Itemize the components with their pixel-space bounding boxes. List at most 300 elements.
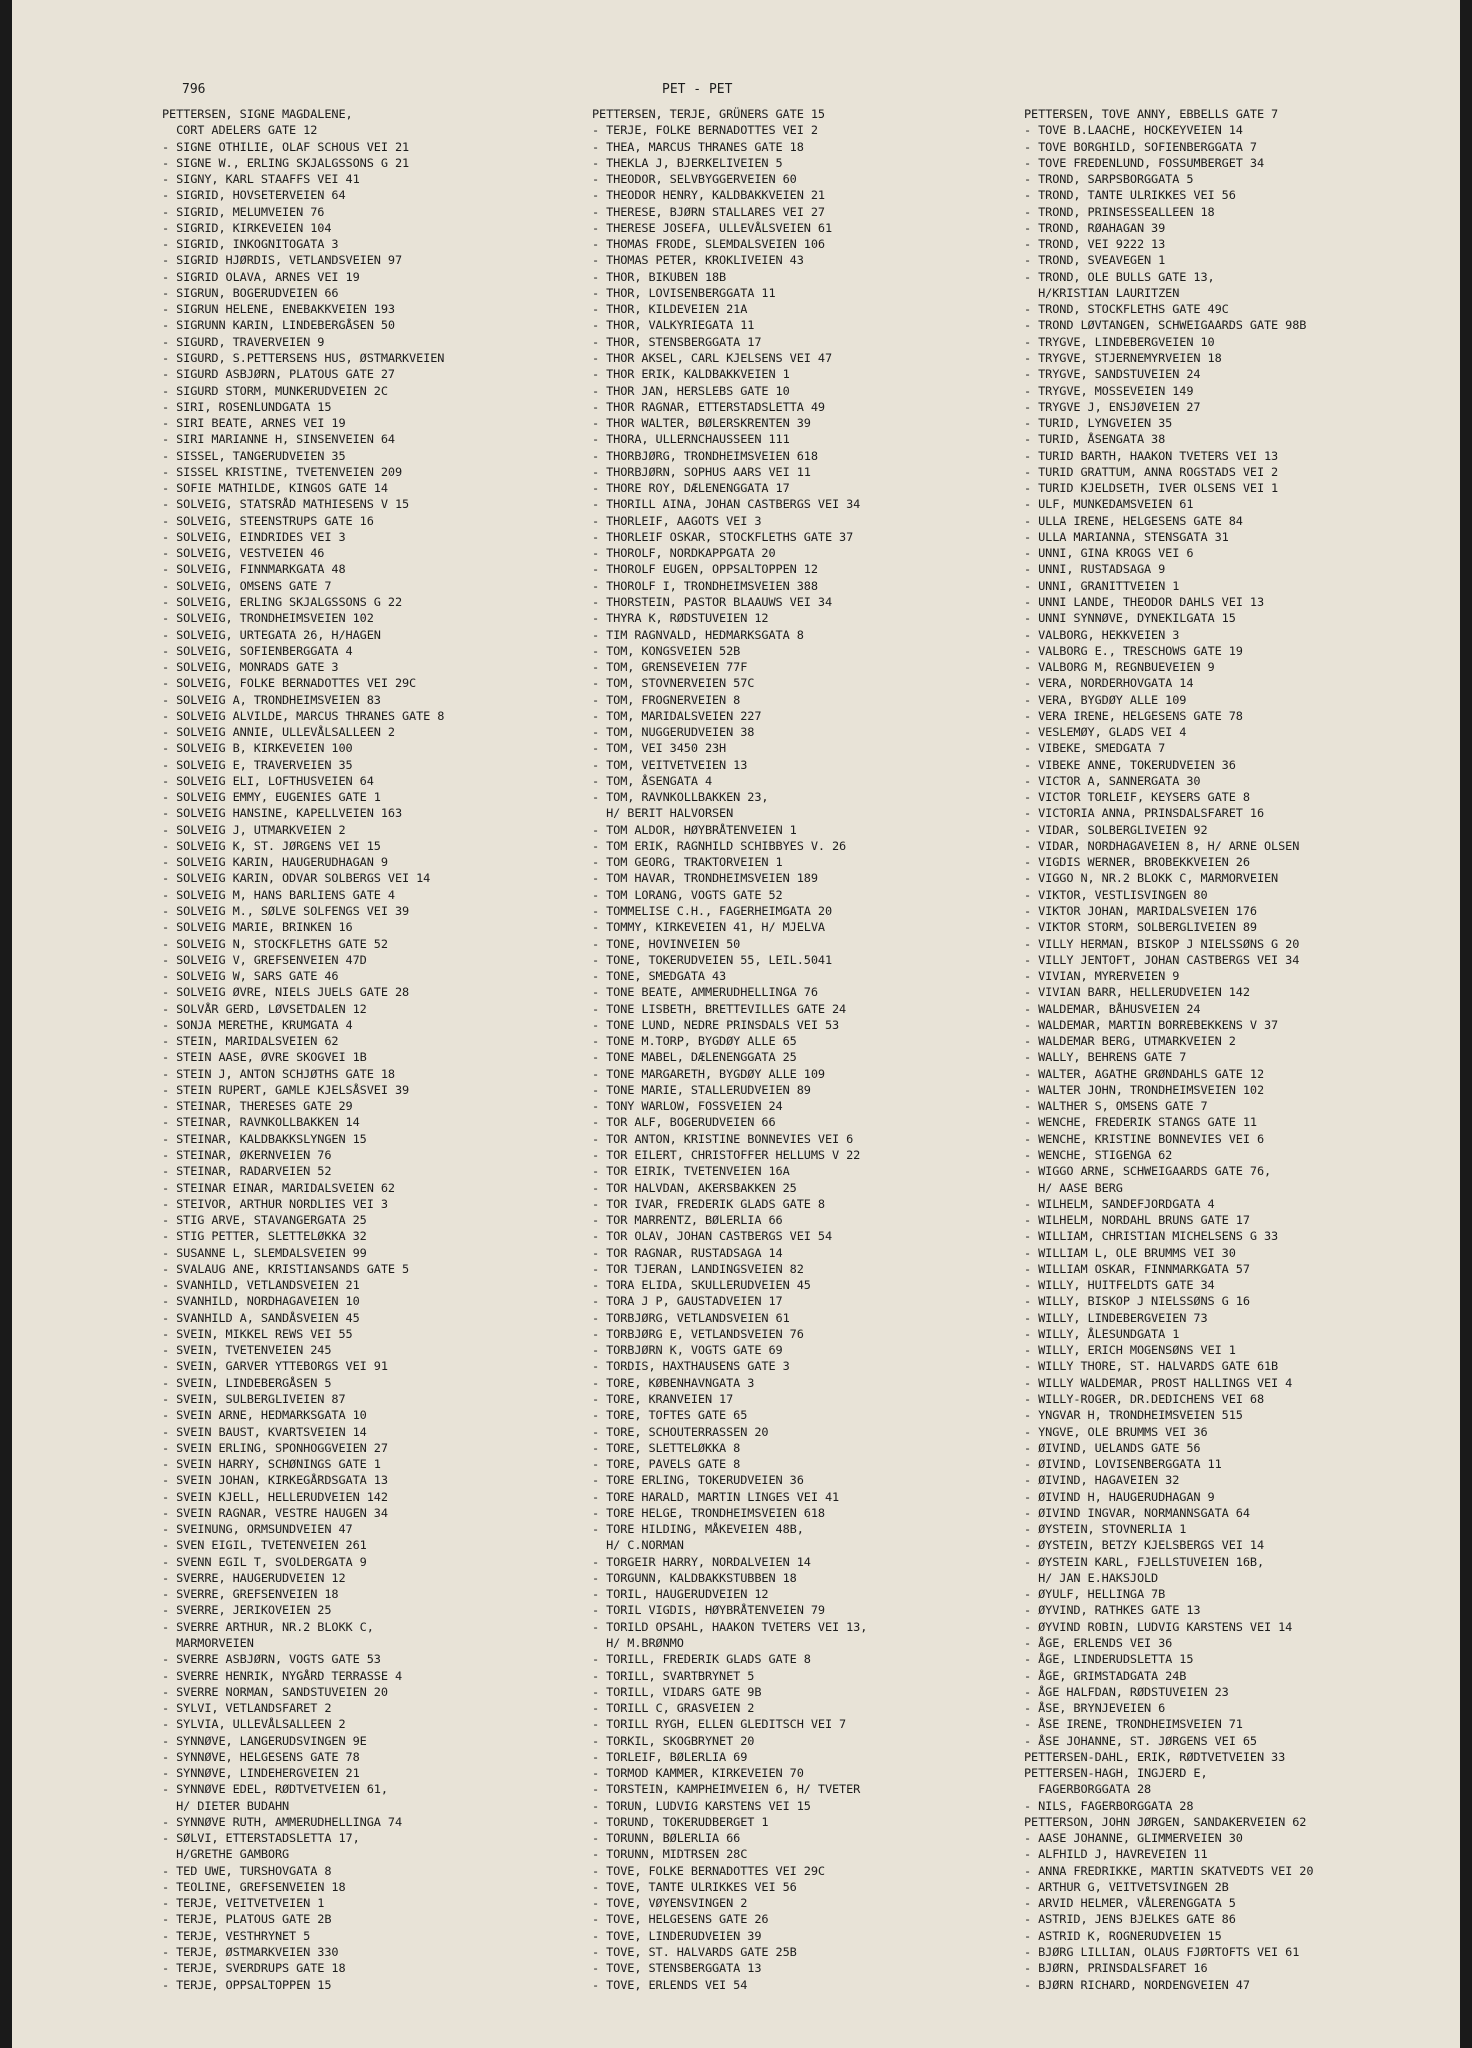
- directory-entry: - STEINAR, RADARVEIEN 52: [162, 1164, 332, 1179]
- directory-entry: - SOLVEIG N, STOCKFLETHS GATE 52: [162, 936, 388, 951]
- directory-entry: - ARTHUR G, VEITVETSVINGEN 2B: [1024, 1879, 1229, 1894]
- directory-entry: - SIGURD ASBJØRN, PLATOUS GATE 27: [162, 367, 395, 382]
- directory-entry: - THOR AKSEL, CARL KJELSENS VEI 47: [592, 350, 832, 365]
- directory-entry: - TORE HELGE, TRONDHEIMSVEIEN 618: [592, 1505, 825, 1520]
- directory-entry: - SOLVEIG, FINNMARKGATA 48: [162, 562, 346, 577]
- directory-entry: - THERESE, BJØRN STALLARES VEI 27: [592, 204, 825, 219]
- directory-entry: - ÅGE, ERLENDS VEI 36: [1024, 1635, 1173, 1650]
- directory-entry: - TORUND, TOKERUDBERGET 1: [592, 1814, 769, 1829]
- directory-entry: - THOROLF I, TRONDHEIMSVEIEN 388: [592, 578, 818, 593]
- directory-entry: - SIRI, ROSENLUNDGATA 15: [162, 399, 332, 414]
- directory-entry: - SVEIN, MIKKEL REWS VEI 55: [162, 1326, 353, 1341]
- directory-entry: - STEINAR, ØKERNVEIEN 76: [162, 1148, 332, 1162]
- directory-entry: - VICTOR A, SANNERGATA 30: [1024, 773, 1201, 788]
- directory-entry: - SOLVEIG KARIN, ODVAR SOLBERGS VEI 14: [162, 871, 431, 886]
- directory-entry: - VALBORG E., TRESCHOWS GATE 19: [1024, 643, 1243, 658]
- directory-entry: - SVEN EIGIL, TVETENVEIEN 261: [162, 1538, 367, 1553]
- directory-entry: - SIGRID, MELUMVEIEN 76: [162, 204, 325, 219]
- directory-entry: H/ DIETER BUDAHN: [162, 1798, 290, 1813]
- directory-entry: - SØLVI, ETTERSTADSLETTA 17,: [162, 1831, 360, 1846]
- directory-entry: - WALDEMAR, MARTIN BORREBEKKENS V 37: [1024, 1017, 1279, 1032]
- directory-entry: - SVERRE ARTHUR, NR.2 BLOKK C,: [162, 1619, 374, 1634]
- directory-entry: - TROND LØVTANGEN, SCHWEIGAARDS GATE 98B: [1024, 318, 1307, 333]
- directory-entry: - ØIVIND, LOVISENBERGGATA 11: [1024, 1457, 1222, 1472]
- directory-entry: - SOLVEIG, STEENSTRUPS GATE 16: [162, 513, 374, 528]
- directory-entry: PETTERSEN, SIGNE MAGDALENE,: [162, 107, 353, 121]
- directory-entry: - SIGRUN HELENE, ENEBAKKVEIEN 193: [162, 302, 395, 317]
- directory-entry: - SIGRID, INKOGNITOGATA 3: [162, 237, 339, 252]
- directory-entry: - SVEIN KJELL, HELLERUDVEIEN 142: [162, 1489, 388, 1504]
- directory-entry: - SOLVEIG B, KIRKEVEIEN 100: [162, 741, 353, 756]
- directory-entry: - STEIN, MARIDALSVEIEN 62: [162, 1034, 339, 1049]
- directory-entry: - TOM, FROGNERVEIEN 8: [592, 692, 741, 707]
- directory-entry: - TORUNN, BØLERLIA 66: [592, 1831, 741, 1846]
- directory-entry: - TORGEIR HARRY, NORDALVEIEN 14: [592, 1554, 811, 1569]
- directory-entry: - BJØRG LILLIAN, OLAUS FJØRTOFTS VEI 61: [1024, 1945, 1300, 1960]
- directory-page: [12, 0, 1460, 2048]
- directory-entry: - TURID BARTH, HAAKON TVETERS VEI 13: [1024, 448, 1279, 463]
- directory-entry: - ØYSTEIN, BETZY KJELSBERGS VEI 14: [1024, 1538, 1264, 1553]
- directory-entry: - TOM ALDOR, HØYBRÅTENVEIEN 1: [592, 822, 797, 837]
- directory-entry: - SVEINUNG, ORMSUNDVEIEN 47: [162, 1522, 353, 1537]
- directory-entry: - VILLY JENTOFT, JOHAN CASTBERGS VEI 34: [1024, 952, 1300, 967]
- directory-entry: - TORBJØRG, VETLANDSVEIEN 61: [592, 1310, 790, 1325]
- directory-entry: - ØYSTEIN, STOVNERLIA 1: [1024, 1522, 1187, 1537]
- directory-entry: - TORE HILDING, MÅKEVEIEN 48B,: [592, 1522, 804, 1537]
- directory-entry: - TOVE, ST. HALVARDS GATE 25B: [592, 1945, 797, 1960]
- directory-entry: - TORBJØRG E, VETLANDSVEIEN 76: [592, 1326, 804, 1341]
- directory-entry: - SISSEL KRISTINE, TVETENVEIEN 209: [162, 464, 402, 479]
- directory-entry: - SOLVEIG, MONRADS GATE 3: [162, 660, 339, 675]
- directory-entry: H/ BERIT HALVORSEN: [592, 806, 734, 821]
- directory-entry: - SVEIN RAGNAR, VESTRE HAUGEN 34: [162, 1505, 388, 1520]
- directory-entry: - SOLVEIG M, HANS BARLIENS GATE 4: [162, 887, 395, 902]
- directory-entry: - TOVE, HELGESENS GATE 26: [592, 1912, 769, 1927]
- directory-entry: - ØYSTEIN KARL, FJELLSTUVEIEN 16B,: [1024, 1554, 1264, 1569]
- page-title: PET - PET: [662, 82, 733, 97]
- directory-entry: - TONY WARLOW, FOSSVEIEN 24: [592, 1099, 783, 1114]
- directory-entry: PETTERSEN-DAHL, ERIK, RØDTVETVEIEN 33: [1024, 1749, 1286, 1764]
- directory-entry: - TORDIS, HAXTHAUSENS GATE 3: [592, 1359, 790, 1374]
- directory-entry: - TONE LUND, NEDRE PRINSDALS VEI 53: [592, 1017, 840, 1032]
- directory-entry: - STEIN RUPERT, GAMLE KJELSÅSVEI 39: [162, 1082, 410, 1097]
- directory-entry: - SOLVEIG, URTEGATA 26, H/HAGEN: [162, 627, 381, 642]
- directory-entry: - TOVE, ERLENDS VEI 54: [592, 1977, 748, 1992]
- directory-entry: - SVERRE ASBJØRN, VOGTS GATE 53: [162, 1652, 381, 1667]
- directory-entry: - SIGRID, KIRKEVEIEN 104: [162, 220, 332, 235]
- directory-entry: - TORILL, FREDERIK GLADS GATE 8: [592, 1652, 811, 1667]
- directory-entry: - VERA, BYGDØY ALLE 109: [1024, 692, 1187, 707]
- directory-entry: H/KRISTIAN LAURITZEN: [1024, 285, 1180, 300]
- directory-entry: - SOLVEIG MARIE, BRINKEN 16: [162, 920, 353, 935]
- directory-entry: - TORUN, LUDVIG KARSTENS VEI 15: [592, 1798, 811, 1813]
- directory-entry: - THORLEIF OSKAR, STOCKFLETHS GATE 37: [592, 529, 854, 544]
- directory-entry: - TOR HALVDAN, AKERSBAKKEN 25: [592, 1180, 797, 1195]
- directory-entry: - TORE, KRANVEIEN 17: [592, 1391, 734, 1406]
- directory-entry: - YNGVAR H, TRONDHEIMSVEIEN 515: [1024, 1408, 1243, 1423]
- directory-entry: - TOM, VEI 3450 23H: [592, 741, 727, 756]
- directory-entry: - TORKIL, SKOGBRYNET 20: [592, 1733, 755, 1748]
- directory-entry: - TOVE, FOLKE BERNADOTTES VEI 29C: [592, 1863, 825, 1878]
- directory-entry: H/ AASE BERG: [1024, 1180, 1123, 1195]
- directory-entry: - ØIVIND, HAGAVEIEN 32: [1024, 1473, 1180, 1488]
- directory-entry: - SISSEL, TANGERUDVEIEN 35: [162, 448, 346, 463]
- directory-entry: - TOM, KONGSVEIEN 52B: [592, 643, 741, 658]
- directory-entry: - THOR, VALKYRIEGATA 11: [592, 318, 755, 333]
- directory-entry: - TOM HAVAR, TRONDHEIMSVEIEN 189: [592, 871, 818, 886]
- directory-entry: PETTERSEN, TOVE ANNY, EBBELLS GATE 7: [1024, 107, 1279, 121]
- directory-entry: - THEA, MARCUS THRANES GATE 18: [592, 139, 804, 154]
- directory-entry: - SVEIN BAUST, KVARTSVEIEN 14: [162, 1424, 367, 1439]
- directory-entry: - WILLIAM OSKAR, FINNMARKGATA 57: [1024, 1261, 1250, 1276]
- directory-entry: - TEOLINE, GREFSENVEIEN 18: [162, 1879, 346, 1894]
- directory-entry: - TONE MARIE, STALLERUDVEIEN 89: [592, 1082, 811, 1097]
- directory-entry: - ØIVIND, UELANDS GATE 56: [1024, 1440, 1201, 1455]
- directory-entry: - THYRA K, RØDSTUVEIEN 12: [592, 611, 769, 626]
- directory-entry: - UNNI, RUSTADSAGA 9: [1024, 562, 1166, 577]
- directory-entry: - SOLVEIG ELI, LOFTHUSVEIEN 64: [162, 773, 374, 788]
- directory-entry: - TROND, TANTE ULRIKKES VEI 56: [1024, 188, 1236, 203]
- directory-entry: - TERJE, SVERDRUPS GATE 18: [162, 1961, 346, 1976]
- directory-entry: - ULLA IRENE, HELGESENS GATE 84: [1024, 513, 1243, 528]
- directory-entry: - SVANHILD, VETLANDSVEIEN 21: [162, 1278, 360, 1293]
- directory-entry: - AASE JOHANNE, GLIMMERVEIEN 30: [1024, 1831, 1243, 1846]
- directory-entry: - SYLVI, VETLANDSFARET 2: [162, 1701, 332, 1716]
- directory-entry: MARMORVEIEN: [162, 1635, 254, 1650]
- directory-entry: - SOLVEIG, ERLING SKJALGSSONS G 22: [162, 594, 402, 609]
- directory-entry: FAGERBORGGATA 28: [1024, 1782, 1152, 1797]
- directory-entry: - ØIVIND H, HAUGERUDHAGAN 9: [1024, 1489, 1215, 1504]
- directory-entry: - SIGRID, HOVSETERVEIEN 64: [162, 188, 346, 203]
- directory-entry: - SVALAUG ANE, KRISTIANSANDS GATE 5: [162, 1261, 410, 1276]
- directory-entry: - WALDEMAR, BÅHUSVEIEN 24: [1024, 1001, 1201, 1016]
- directory-entry: H/GRETHE GAMBORG: [162, 1847, 290, 1862]
- directory-entry: - TERJE, FOLKE BERNADOTTES VEI 2: [592, 123, 818, 138]
- directory-entry: - SOLVEIG W, SARS GATE 46: [162, 969, 339, 984]
- directory-entry: - WILLY WALDEMAR, PROST HALLINGS VEI 4: [1024, 1375, 1293, 1390]
- directory-entry: - ØYVIND, RATHKES GATE 13: [1024, 1603, 1201, 1618]
- directory-entry: - SIGNY, KARL STAAFFS VEI 41: [162, 172, 360, 187]
- directory-entry: - THOR, STENSBERGGATA 17: [592, 334, 762, 349]
- directory-entry: - TORA ELIDA, SKULLERUDVEIEN 45: [592, 1278, 811, 1293]
- directory-entry: - SOLVEIG HANSINE, KAPELLVEIEN 163: [162, 806, 402, 821]
- directory-entry: - ÅSE IRENE, TRONDHEIMSVEIEN 71: [1024, 1717, 1243, 1732]
- directory-entry: - SVEIN, GARVER YTTEBORGS VEI 91: [162, 1359, 388, 1374]
- directory-entry: - VIGGO N, NR.2 BLOKK C, MARMORVEIEN: [1024, 871, 1279, 886]
- directory-entry: - SOLVEIG ØVRE, NIELS JUELS GATE 28: [162, 985, 410, 1000]
- directory-entry: - THOROLF EUGEN, OPPSALTOPPEN 12: [592, 562, 818, 577]
- directory-entry: - TORE, SLETTELØKKA 8: [592, 1440, 741, 1455]
- directory-entry: - TOR ANTON, KRISTINE BONNEVIES VEI 6: [592, 1131, 854, 1146]
- directory-entry: - THORA, ULLERNCHAUSSEEN 111: [592, 432, 790, 447]
- directory-entry: - SIGRUNN KARIN, LINDEBERGÅSEN 50: [162, 318, 395, 333]
- directory-entry: - WILLY THORE, ST. HALVARDS GATE 61B: [1024, 1359, 1279, 1374]
- directory-entry: - THORILL AINA, JOHAN CASTBERGS VEI 34: [592, 497, 861, 512]
- directory-entry: - THOR, LOVISENBERGGATA 11: [592, 285, 776, 300]
- directory-entry: - TERJE, VESTHRYNET 5: [162, 1928, 311, 1943]
- directory-entry: - TOM LORANG, VOGTS GATE 52: [592, 887, 783, 902]
- directory-entry: - TORBJØRN K, VOGTS GATE 69: [592, 1343, 783, 1358]
- directory-entry: - STEIVOR, ARTHUR NORDLIES VEI 3: [162, 1196, 388, 1211]
- directory-entry: - TOM ERIK, RAGNHILD SCHIBBYES V. 26: [592, 838, 847, 853]
- directory-entry: - STEIN AASE, ØVRE SKOGVEI 1B: [162, 1050, 367, 1065]
- directory-entry: - WALLY, BEHRENS GATE 7: [1024, 1050, 1187, 1065]
- directory-entry: - WILLY, BISKOP J NIELSSØNS G 16: [1024, 1294, 1250, 1309]
- directory-entry: - THOR RAGNAR, ETTERSTADSLETTA 49: [592, 399, 825, 414]
- directory-entry: - STEINAR EINAR, MARIDALSVEIEN 62: [162, 1180, 395, 1195]
- directory-entry: - VALBORG, HEKKVEIEN 3: [1024, 627, 1180, 642]
- directory-entry: - SOLVEIG, EINDRIDES VEI 3: [162, 529, 346, 544]
- directory-entry: - WENCHE, FREDERIK STANGS GATE 11: [1024, 1115, 1257, 1130]
- directory-entry: - TOVE B.LAACHE, HOCKEYVEIEN 14: [1024, 123, 1243, 138]
- directory-entry: - SVERRE, GREFSENVEIEN 18: [162, 1587, 339, 1602]
- directory-entry: - THEODOR HENRY, KALDBAKKVEIEN 21: [592, 188, 825, 203]
- directory-entry: - TORA J P, GAUSTADVEIEN 17: [592, 1294, 783, 1309]
- directory-entry: - SVERRE HENRIK, NYGÅRD TERRASSE 4: [162, 1668, 402, 1683]
- column-2: [592, 106, 1032, 1993]
- directory-entry: - SOFIE MATHILDE, KINGOS GATE 14: [162, 481, 388, 496]
- directory-entry: - TORILD OPSAHL, HAAKON TVETERS VEI 13,: [592, 1619, 868, 1634]
- directory-entry: - TONE, TOKERUDVEIEN 55, LEIL.5041: [592, 952, 832, 967]
- directory-entry: - THORSTEIN, PASTOR BLAAUWS VEI 34: [592, 594, 832, 609]
- directory-entry: - VILLY HERMAN, BISKOP J NIELSSØNS G 20: [1024, 936, 1300, 951]
- directory-entry: - TORGUNN, KALDBAKKSTUBBEN 18: [592, 1570, 797, 1585]
- directory-entry: - VIVIAN BARR, HELLERUDVEIEN 142: [1024, 985, 1250, 1000]
- directory-entry: - SYLVIA, ULLEVÅLSALLEEN 2: [162, 1717, 346, 1732]
- directory-entry: - TORE, TOFTES GATE 65: [592, 1408, 748, 1423]
- directory-entry: - SOLVEIG, STATSRÅD MATHIESENS V 15: [162, 497, 410, 512]
- directory-entry: - SVENN EGIL T, SVOLDERGATA 9: [162, 1554, 367, 1569]
- directory-entry: - VIKTOR STORM, SOLBERGLIVEIEN 89: [1024, 920, 1257, 935]
- directory-entry: - TORE ERLING, TOKERUDVEIEN 36: [592, 1473, 804, 1488]
- directory-entry: - TOVE, STENSBERGGATA 13: [592, 1961, 762, 1976]
- directory-entry: - TORILL, SVARTBRYNET 5: [592, 1668, 755, 1683]
- directory-entry: - TORE, KØBENHAVNGATA 3: [592, 1375, 755, 1390]
- directory-entry: - TORIL VIGDIS, HØYBRÅTENVEIEN 79: [592, 1603, 825, 1618]
- directory-entry: - SVEIN ERLING, SPONHOGGVEIEN 27: [162, 1440, 388, 1455]
- directory-entry: - WILLIAM, CHRISTIAN MICHELSENS G 33: [1024, 1229, 1279, 1244]
- directory-entry: - TOR OLAV, JOHAN CASTBERGS VEI 54: [592, 1229, 832, 1244]
- directory-entry: - SYNNØVE RUTH, AMMERUDHELLINGA 74: [162, 1814, 402, 1829]
- directory-entry: - WILLY, HUITFELDTS GATE 34: [1024, 1278, 1215, 1293]
- directory-entry: - YNGVE, OLE BRUMMS VEI 36: [1024, 1424, 1208, 1439]
- directory-entry: - SVERRE, HAUGERUDVEIEN 12: [162, 1570, 346, 1585]
- directory-entry: - STEINAR, THERESES GATE 29: [162, 1099, 353, 1114]
- directory-entry: - TRYGVE J, ENSJØVEIEN 27: [1024, 399, 1201, 414]
- directory-entry: - WILLIAM L, OLE BRUMMS VEI 30: [1024, 1245, 1236, 1260]
- directory-entry: - THOR ERIK, KALDBAKKVEIEN 1: [592, 367, 790, 382]
- directory-entry: - ØIVIND INGVAR, NORMANNSGATA 64: [1024, 1505, 1250, 1520]
- directory-entry: - TOR EILERT, CHRISTOFFER HELLUMS V 22: [592, 1148, 861, 1162]
- directory-entry: - SIGRID HJØRDIS, VETLANDSVEIEN 97: [162, 253, 402, 268]
- directory-entry: - TROND, SVEAVEGEN 1: [1024, 253, 1166, 268]
- directory-entry: - TORE HARALD, MARTIN LINGES VEI 41: [592, 1489, 840, 1504]
- directory-entry: - BJØRN, PRINSDALSFARET 16: [1024, 1961, 1208, 1976]
- directory-entry: - TOMMY, KIRKEVEIEN 41, H/ MJELVA: [592, 920, 825, 935]
- directory-entry: H/ M.BRØNMO: [592, 1635, 684, 1650]
- directory-entry: - TONE, SMEDGATA 43: [592, 969, 727, 984]
- directory-entry: - SOLVEIG A, TRONDHEIMSVEIEN 83: [162, 692, 381, 707]
- directory-entry: - TOVE BORGHILD, SOFIENBERGGATA 7: [1024, 139, 1257, 154]
- directory-entry: - TROND, OLE BULLS GATE 13,: [1024, 269, 1215, 284]
- directory-entry: - TORE, SCHOUTERRASSEN 20: [592, 1424, 769, 1439]
- directory-entry: - TOR RAGNAR, RUSTADSAGA 14: [592, 1245, 783, 1260]
- directory-entry: - SIGRUN, BOGERUDVEIEN 66: [162, 285, 339, 300]
- directory-entry: - NILS, FAGERBORGGATA 28: [1024, 1798, 1194, 1813]
- directory-entry: - TURID, LYNGVEIEN 35: [1024, 416, 1173, 431]
- directory-entry: - TERJE, PLATOUS GATE 2B: [162, 1912, 332, 1927]
- directory-entry: - SVERRE NORMAN, SANDSTUVEIEN 20: [162, 1684, 388, 1699]
- directory-entry: - SVEIN, LINDEBERGÅSEN 5: [162, 1375, 332, 1390]
- directory-entry: - TONE M.TORP, BYGDØY ALLE 65: [592, 1034, 797, 1049]
- directory-entry: H/ JAN E.HAKSJOLD: [1024, 1570, 1159, 1585]
- directory-entry: - TOM GEORG, TRAKTORVEIEN 1: [592, 855, 783, 870]
- directory-entry: - SIGURD STORM, MUNKERUDVEIEN 2C: [162, 383, 388, 398]
- directory-entry: - TORIL, HAUGERUDVEIEN 12: [592, 1587, 769, 1602]
- directory-entry: - ÅSE, BRYNJEVEIEN 6: [1024, 1701, 1166, 1716]
- directory-entry: - VICTORIA ANNA, PRINSDALSFARET 16: [1024, 806, 1264, 821]
- directory-entry: - SOLVEIG, FOLKE BERNADOTTES VEI 29C: [162, 676, 417, 691]
- directory-entry: - VIBEKE ANNE, TOKERUDVEIEN 36: [1024, 757, 1236, 772]
- directory-entry: - SYNNØVE, LINDEHERGVEIEN 21: [162, 1766, 360, 1781]
- directory-entry: - TRYGVE, STJERNEMYRVEIEN 18: [1024, 350, 1222, 365]
- directory-entry: - STEIN J, ANTON SCHJØTHS GATE 18: [162, 1066, 395, 1081]
- directory-entry: - TED UWE, TURSHOVGATA 8: [162, 1863, 332, 1878]
- directory-entry: - SOLVEIG ALVILDE, MARCUS THRANES GATE 8: [162, 708, 445, 723]
- directory-entry: - THEKLA J, BJERKELIVEIEN 5: [592, 155, 783, 170]
- directory-entry: - SIGNE OTHILIE, OLAF SCHOUS VEI 21: [162, 139, 410, 154]
- directory-entry: - TURID GRATTUM, ANNA ROGSTADS VEI 2: [1024, 464, 1279, 479]
- directory-entry: - SOLVEIG, SOFIENBERGGATA 4: [162, 643, 353, 658]
- directory-entry: - WALTER, AGATHE GRØNDAHLS GATE 12: [1024, 1066, 1264, 1081]
- directory-entry: - VIVIAN, MYRERVEIEN 9: [1024, 969, 1180, 984]
- directory-entry: - SIGNE W., ERLING SKJALGSSONS G 21: [162, 155, 410, 170]
- directory-entry: - SYNNØVE, HELGESENS GATE 78: [162, 1749, 360, 1764]
- directory-entry: - SVEIN ARNE, HEDMARKSGATA 10: [162, 1408, 367, 1423]
- directory-entry: - SONJA MERETHE, KRUMGATA 4: [162, 1017, 353, 1032]
- directory-entry: - ØYULF, HELLINGA 7B: [1024, 1587, 1166, 1602]
- directory-entry: - TONE LISBETH, BRETTEVILLES GATE 24: [592, 1001, 847, 1016]
- directory-entry: - TOR ALF, BOGERUDVEIEN 66: [592, 1115, 776, 1130]
- directory-entry: - SUSANNE L, SLEMDALSVEIEN 99: [162, 1245, 367, 1260]
- directory-entry: - SVANHILD A, SANDÅSVEIEN 45: [162, 1310, 360, 1325]
- directory-entry: - THOR JAN, HERSLEBS GATE 10: [592, 383, 790, 398]
- directory-entry: CORT ADELERS GATE 12: [162, 123, 318, 138]
- directory-entry: - SOLVEIG EMMY, EUGENIES GATE 1: [162, 790, 381, 805]
- directory-entry: - TORUNN, MIDTRSEN 28C: [592, 1847, 748, 1862]
- directory-entry: - STEINAR, KALDBAKKSLYNGEN 15: [162, 1131, 367, 1146]
- directory-entry: - TOM, NUGGERUDVEIEN 38: [592, 725, 755, 740]
- directory-entry: - VIGDIS WERNER, BROBEKKVEIEN 26: [1024, 855, 1250, 870]
- directory-entry: - TIM RAGNVALD, HEDMARKSGATA 8: [592, 627, 804, 642]
- directory-entry: - TORILL C, GRASVEIEN 2: [592, 1701, 755, 1716]
- directory-entry: - TONE MARGARETH, BYGDØY ALLE 109: [592, 1066, 825, 1081]
- directory-entry: - ÅGE, LINDERUDSLETTA 15: [1024, 1652, 1194, 1667]
- directory-entry: - THOROLF, NORDKAPPGATA 20: [592, 546, 776, 561]
- directory-entry: - TROND, STOCKFLETHS GATE 49C: [1024, 302, 1229, 317]
- directory-entry: - SIRI MARIANNE H, SINSENVEIEN 64: [162, 432, 395, 447]
- directory-entry: - WILLY, LINDEBERGVEIEN 73: [1024, 1310, 1208, 1325]
- directory-entry: - UNNI SYNNØVE, DYNEKILGATA 15: [1024, 611, 1236, 626]
- directory-entry: - VICTOR TORLEIF, KEYSERS GATE 8: [1024, 790, 1250, 805]
- directory-entry: PETTERSEN, TERJE, GRÜNERS GATE 15: [592, 107, 825, 121]
- directory-entry: - UNNI, GRANITTVEIEN 1: [1024, 578, 1180, 593]
- directory-entry: - ANNA FREDRIKKE, MARTIN SKATVEDTS VEI 20: [1024, 1863, 1314, 1878]
- directory-entry: - THOR, BIKUBEN 18B: [592, 269, 727, 284]
- directory-entry: - THOMAS FRODE, SLEMDALSVEIEN 106: [592, 237, 825, 252]
- directory-entry: - SVERRE, JERIKOVEIEN 25: [162, 1603, 332, 1618]
- directory-entry: - TONE MABEL, DÆLENENGGATA 25: [592, 1050, 797, 1065]
- directory-entry: - SOLVEIG ANNIE, ULLEVÅLSALLEEN 2: [162, 725, 395, 740]
- directory-entry: - TRYGVE, LINDEBERGVEIEN 10: [1024, 334, 1215, 349]
- directory-entry: - TOVE, TANTE ULRIKKES VEI 56: [592, 1879, 797, 1894]
- directory-entry: - ØYVIND ROBIN, LUDVIG KARSTENS VEI 14: [1024, 1619, 1293, 1634]
- directory-entry: - THORE ROY, DÆLENENGGATA 17: [592, 481, 790, 496]
- directory-entry: - SOLVEIG M., SØLVE SOLFENGS VEI 39: [162, 904, 410, 919]
- directory-entry: - WILLY-ROGER, DR.DEDICHENS VEI 68: [1024, 1391, 1264, 1406]
- directory-entry: - THORBJØRN, SOPHUS AARS VEI 11: [592, 464, 811, 479]
- directory-entry: - ASTRID K, ROGNERUDVEIEN 15: [1024, 1928, 1222, 1943]
- directory-entry: - TONE BEATE, AMMERUDHELLINGA 76: [592, 985, 818, 1000]
- directory-entry: - TOVE, VØYENSVINGEN 2: [592, 1896, 748, 1911]
- directory-entry: - TOM, STOVNERVEIEN 57C: [592, 676, 755, 691]
- directory-entry: - THOR WALTER, BØLERSKRENTEN 39: [592, 416, 811, 431]
- directory-entry: H/ C.NORMAN: [592, 1538, 684, 1553]
- directory-entry: - THORLEIF, AAGOTS VEI 3: [592, 513, 762, 528]
- directory-entry: - WILLY, ÅLESUNDGATA 1: [1024, 1326, 1180, 1341]
- directory-entry: - SVANHILD, NORDHAGAVEIEN 10: [162, 1294, 360, 1309]
- page-number: 796: [182, 82, 206, 97]
- directory-entry: - SVEIN HARRY, SCHØNINGS GATE 1: [162, 1457, 381, 1472]
- directory-entry: - TORILL, VIDARS GATE 9B: [592, 1684, 762, 1699]
- directory-entry: - VIKTOR JOHAN, MARIDALSVEIEN 176: [1024, 904, 1257, 919]
- column-3: [1024, 106, 1464, 1993]
- directory-entry: - TOR IVAR, FREDERIK GLADS GATE 8: [592, 1196, 825, 1211]
- directory-entry: - SVEIN, SULBERGLIVEIEN 87: [162, 1391, 346, 1406]
- directory-entry: - ÅGE HALFDAN, RØDSTUVEIEN 23: [1024, 1684, 1229, 1699]
- directory-entry: - SIGURD, S.PETTERSENS HUS, ØSTMARKVEIEN: [162, 350, 445, 365]
- directory-entry: - THOMAS PETER, KROKLIVEIEN 43: [592, 253, 804, 268]
- directory-entry: - TORILL RYGH, ELLEN GLEDITSCH VEI 7: [592, 1717, 847, 1732]
- directory-entry: - TOMMELISE C.H., FAGERHEIMGATA 20: [592, 904, 832, 919]
- directory-entry: PETTERSEN-HAGH, INGJERD E,: [1024, 1766, 1208, 1781]
- column-1: [162, 106, 602, 1993]
- directory-entry: - UNNI, GINA KROGS VEI 6: [1024, 546, 1194, 561]
- directory-entry: - WILLY, ERICH MOGENSØNS VEI 1: [1024, 1343, 1236, 1358]
- directory-entry: - VIDAR, NORDHAGAVEIEN 8, H/ ARNE OLSEN: [1024, 838, 1300, 853]
- directory-entry: - TOM, GRENSEVEIEN 77F: [592, 660, 748, 675]
- directory-entry: - TERJE, OPPSALTOPPEN 15: [162, 1977, 332, 1992]
- directory-entry: - THERESE JOSEFA, ULLEVÅLSVEIEN 61: [592, 220, 832, 235]
- directory-entry: - TERJE, VEITVETVEIEN 1: [162, 1896, 325, 1911]
- directory-entry: - THOR, KILDEVEIEN 21A: [592, 302, 748, 317]
- directory-entry: - VALBORG M, REGNBUEVEIEN 9: [1024, 660, 1215, 675]
- directory-entry: - TORMOD KAMMER, KIRKEVEIEN 70: [592, 1766, 804, 1781]
- directory-entry: - TOVE FREDENLUND, FOSSUMBERGET 34: [1024, 155, 1264, 170]
- directory-entry: - TROND, PRINSESSEALLEEN 18: [1024, 204, 1215, 219]
- directory-entry: - SVEIN JOHAN, KIRKEGÅRDSGATA 13: [162, 1473, 388, 1488]
- directory-entry: - WENCHE, STIGENGA 62: [1024, 1148, 1173, 1162]
- directory-entry: - TONE, HOVINVEIEN 50: [592, 936, 741, 951]
- directory-entry: - ÅSE JOHANNE, ST. JØRGENS VEI 65: [1024, 1733, 1257, 1748]
- directory-entry: - SYNNØVE EDEL, RØDTVETVEIEN 61,: [162, 1782, 388, 1797]
- directory-entry: - SOLVEIG E, TRAVERVEIEN 35: [162, 757, 353, 772]
- directory-entry: - SOLVEIG V, GREFSENVEIEN 47D: [162, 952, 367, 967]
- directory-entry: - SOLVEIG KARIN, HAUGERUDHAGAN 9: [162, 855, 388, 870]
- directory-entry: - TOR TJERAN, LANDINGSVEIEN 82: [592, 1261, 804, 1276]
- directory-entry: - VESLEMØY, GLADS VEI 4: [1024, 725, 1187, 740]
- directory-entry: - TORE, PAVELS GATE 8: [592, 1457, 741, 1472]
